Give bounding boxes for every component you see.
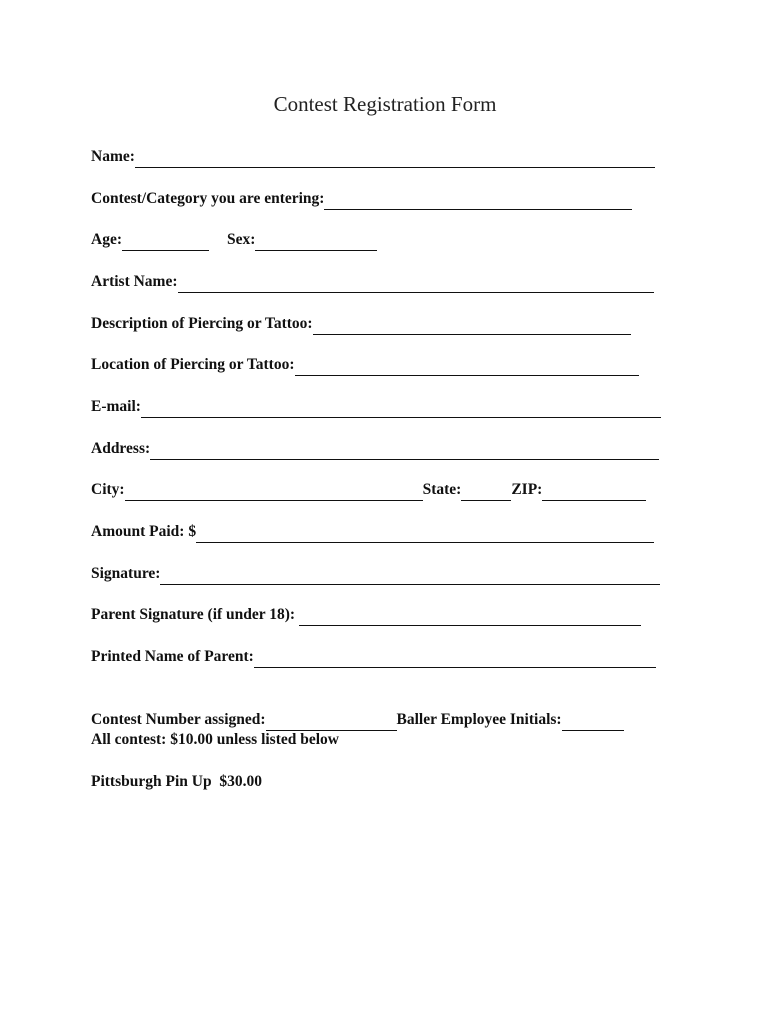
signature-label: Signature: [91,565,161,582]
parent-name-row [91,644,656,668]
parent-signature-label: Parent Signature (if under 18): [91,606,299,623]
zip-field[interactable] [542,482,646,501]
artist-row [91,269,654,293]
name-field[interactable] [135,149,655,168]
parent-name-label: Printed Name of Parent: [91,648,254,665]
city-state-zip-row [91,477,646,501]
artist-field[interactable] [178,274,654,293]
category-row [91,186,632,210]
state-field[interactable] [461,482,511,501]
amount-label: Amount Paid: $ [91,523,197,540]
parent-name-field[interactable] [254,649,656,668]
signature-field[interactable] [160,566,660,585]
category-label: Contest/Category you are entering: [91,190,325,207]
age-sex-row [91,227,377,251]
description-label: Description of Piercing or Tattoo: [91,315,313,332]
city-field[interactable] [125,482,423,501]
parent-signature-field[interactable] [299,607,641,626]
age-label: Age: [91,231,122,248]
email-row [91,394,661,418]
parent-signature-row [91,602,641,626]
city-label: City: [91,481,125,498]
address-field[interactable] [150,441,659,460]
artist-label: Artist Name: [91,273,178,290]
state-label: State: [422,481,462,498]
amount-field[interactable] [196,524,654,543]
category-field[interactable] [324,191,632,210]
form-title: Contest Registration Form [273,92,497,116]
address-row [91,436,659,460]
email-label: E-mail: [91,398,141,415]
location-row [91,352,639,376]
email-field[interactable] [141,399,661,418]
amount-row [91,519,654,543]
all-contest-price-note: All contest: $10.00 unless listed below [91,731,339,748]
address-label: Address: [91,440,151,457]
location-field[interactable] [295,357,639,376]
age-field[interactable] [122,232,209,251]
location-label: Location of Piercing or Tattoo: [91,356,295,373]
name-label: Name: [91,148,135,165]
contest-number-field[interactable] [266,712,397,731]
name-row [91,144,655,168]
office-use-row [91,707,624,731]
contest-number-label: Contest Number assigned: [91,711,266,728]
zip-label: ZIP: [511,481,543,498]
employee-initials-label: Baller Employee Initials: [396,711,562,728]
sex-field[interactable] [255,232,377,251]
description-row [91,311,631,335]
signature-row [91,561,660,585]
description-field[interactable] [313,316,631,335]
employee-initials-field[interactable] [562,712,624,731]
pin-up-price-note: Pittsburgh Pin Up $30.00 [91,773,262,790]
sex-label: Sex: [227,231,256,248]
